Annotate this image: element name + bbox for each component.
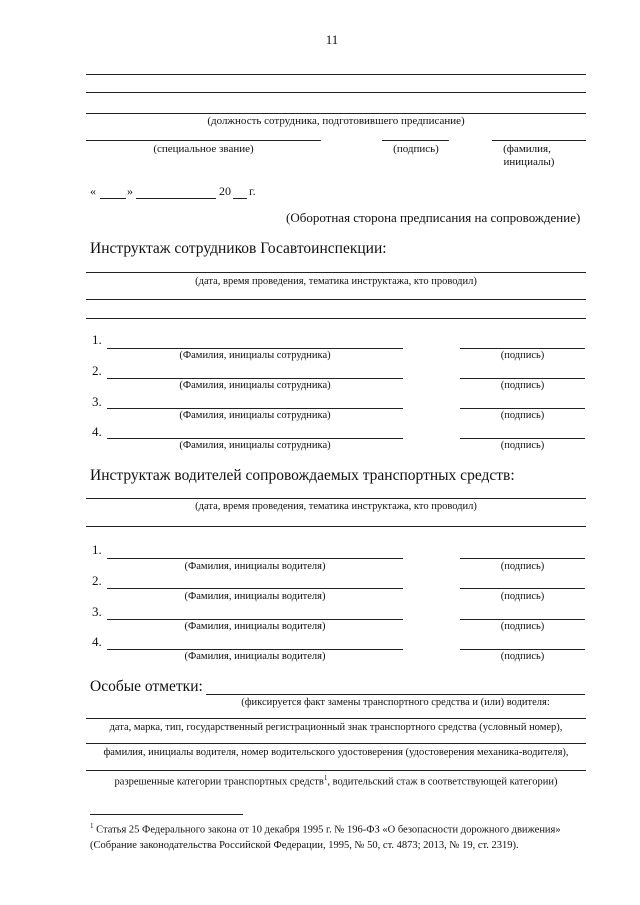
special-caption-1: (фиксируется факт замены транспортного средства и (или) водителя: bbox=[241, 697, 550, 708]
date-month-blank bbox=[136, 198, 216, 199]
s1-row3-name-caption: (Фамилия, инициалы сотрудника) bbox=[179, 410, 331, 421]
special-line-2 bbox=[86, 718, 586, 719]
footnote-text-1: Статья 25 Федерального закона от 10 декабря 1995 г. № 196-ФЗ «О безопасности дорожного движения» bbox=[96, 824, 561, 836]
date-quote-open: « bbox=[90, 184, 96, 198]
s1-row4-sig-caption: (подпись) bbox=[500, 440, 545, 451]
footnote-separator bbox=[90, 814, 243, 815]
special-caption-4-part2: , водительский стаж в соответствующей категории) bbox=[327, 776, 558, 788]
section1-line-1 bbox=[86, 272, 586, 273]
s2-row1-num: 1. bbox=[92, 542, 102, 557]
section2-line-2 bbox=[86, 526, 586, 527]
s1-row1-sig-caption: (подпись) bbox=[500, 350, 545, 361]
footnote bbox=[90, 819, 561, 853]
s2-row2-sig-caption: (подпись) bbox=[500, 591, 545, 602]
name-line bbox=[492, 140, 586, 141]
special-line-4 bbox=[86, 770, 586, 771]
date-quote-close: » bbox=[127, 184, 133, 198]
s1-row4-sig-line bbox=[460, 438, 585, 439]
section1-line-2 bbox=[86, 299, 586, 300]
date-suffix: г. bbox=[249, 184, 256, 198]
special-caption-4 bbox=[86, 774, 586, 788]
section1-title: Инструктаж сотрудников Госавтоинспекции: bbox=[90, 240, 387, 257]
s1-row4-name-line bbox=[107, 438, 403, 439]
s1-row3-num: 3. bbox=[92, 394, 102, 409]
date-year: 20 bbox=[219, 184, 231, 198]
s1-row2-name-caption: (Фамилия, инициалы сотрудника) bbox=[179, 380, 331, 391]
s2-row4-num: 4. bbox=[92, 634, 102, 649]
s2-row3-num: 3. bbox=[92, 604, 102, 619]
special-caption-4-part1: разрешенные категории транспортных средств bbox=[114, 776, 324, 788]
s1-row1-sig-line bbox=[460, 348, 585, 349]
s1-row3-sig-caption: (подпись) bbox=[500, 410, 545, 421]
s2-row4-name-caption: (Фамилия, инициалы водителя) bbox=[184, 651, 326, 662]
s1-row2-num: 2. bbox=[92, 363, 102, 378]
rank-caption: (специальное звание) bbox=[153, 143, 254, 155]
header-line-3 bbox=[86, 113, 586, 114]
s1-row4-num: 4. bbox=[92, 424, 102, 439]
special-caption-3: фамилия, инициалы водителя, номер водительского удостоверения (удостоверения механика-водителя), bbox=[103, 747, 569, 758]
name-caption-1: (фамилия, bbox=[503, 143, 551, 155]
position-caption: (должность сотрудника, подготовившего предписание) bbox=[207, 115, 465, 127]
signature-caption: (подпись) bbox=[393, 143, 439, 155]
s2-row1-name-caption: (Фамилия, инициалы водителя) bbox=[184, 561, 326, 572]
s1-row1-num: 1. bbox=[92, 332, 102, 347]
footnote-line-1 bbox=[90, 819, 561, 838]
special-line-1 bbox=[206, 694, 585, 695]
s2-row4-name-line bbox=[107, 649, 403, 650]
s2-row4-sig-caption: (подпись) bbox=[500, 651, 545, 662]
s2-row2-name-line bbox=[107, 588, 403, 589]
s2-row1-sig-caption: (подпись) bbox=[500, 561, 545, 572]
s1-row1-name-caption: (Фамилия, инициалы сотрудника) bbox=[179, 350, 331, 361]
s1-row3-name-line bbox=[107, 408, 403, 409]
footnote-mark: 1 bbox=[90, 822, 94, 830]
date-day-blank bbox=[100, 198, 126, 199]
name-caption-2: инициалы) bbox=[503, 156, 555, 168]
s2-row2-name-caption: (Фамилия, инициалы водителя) bbox=[184, 591, 326, 602]
s2-row2-sig-line bbox=[460, 588, 585, 589]
s1-row2-sig-line bbox=[460, 378, 585, 379]
s2-row3-name-caption: (Фамилия, инициалы водителя) bbox=[184, 621, 326, 632]
date-year-blank bbox=[233, 198, 247, 199]
s2-row1-sig-line bbox=[460, 558, 585, 559]
s2-row3-sig-caption: (подпись) bbox=[500, 621, 545, 632]
footnote-ref: 1 bbox=[323, 774, 328, 782]
section1-briefing-caption: (дата, время проведения, тематика инструктажа, кто проводил) bbox=[195, 276, 477, 287]
page-number: 11 bbox=[325, 32, 339, 47]
s1-row2-name-line bbox=[107, 378, 403, 379]
s1-row1-name-line bbox=[107, 348, 403, 349]
section1-line-3 bbox=[86, 318, 586, 319]
signature-line bbox=[382, 140, 449, 141]
section2-title: Инструктаж водителей сопровождаемых транспортных средств: bbox=[90, 467, 515, 484]
special-title: Особые отметки: bbox=[90, 678, 203, 695]
header-line-2 bbox=[86, 92, 586, 93]
s2-row3-sig-line bbox=[460, 619, 585, 620]
s2-row1-name-line bbox=[107, 558, 403, 559]
special-line-3 bbox=[86, 743, 586, 744]
rank-line bbox=[86, 140, 321, 141]
s1-row2-sig-caption: (подпись) bbox=[500, 380, 545, 391]
section2-line-1 bbox=[86, 498, 586, 499]
s2-row2-num: 2. bbox=[92, 573, 102, 588]
s2-row4-sig-line bbox=[460, 649, 585, 650]
reverse-side-title: (Оборотная сторона предписания на сопровождение) bbox=[286, 210, 581, 225]
header-line-1 bbox=[86, 74, 586, 75]
s1-row4-name-caption: (Фамилия, инициалы сотрудника) bbox=[179, 440, 331, 451]
section2-briefing-caption: (дата, время проведения, тематика инструктажа, кто проводил) bbox=[195, 501, 477, 512]
footnote-line-2: (Собрание законодательства Российской Федерации, 1995, № 50, ст. 4873; 2013, № 19, ст. 2319). bbox=[90, 839, 519, 851]
special-caption-2: дата, марка, тип, государственный регистрационный знак транспортного средства (условный номер), bbox=[109, 722, 563, 733]
s2-row3-name-line bbox=[107, 619, 403, 620]
s1-row3-sig-line bbox=[460, 408, 585, 409]
